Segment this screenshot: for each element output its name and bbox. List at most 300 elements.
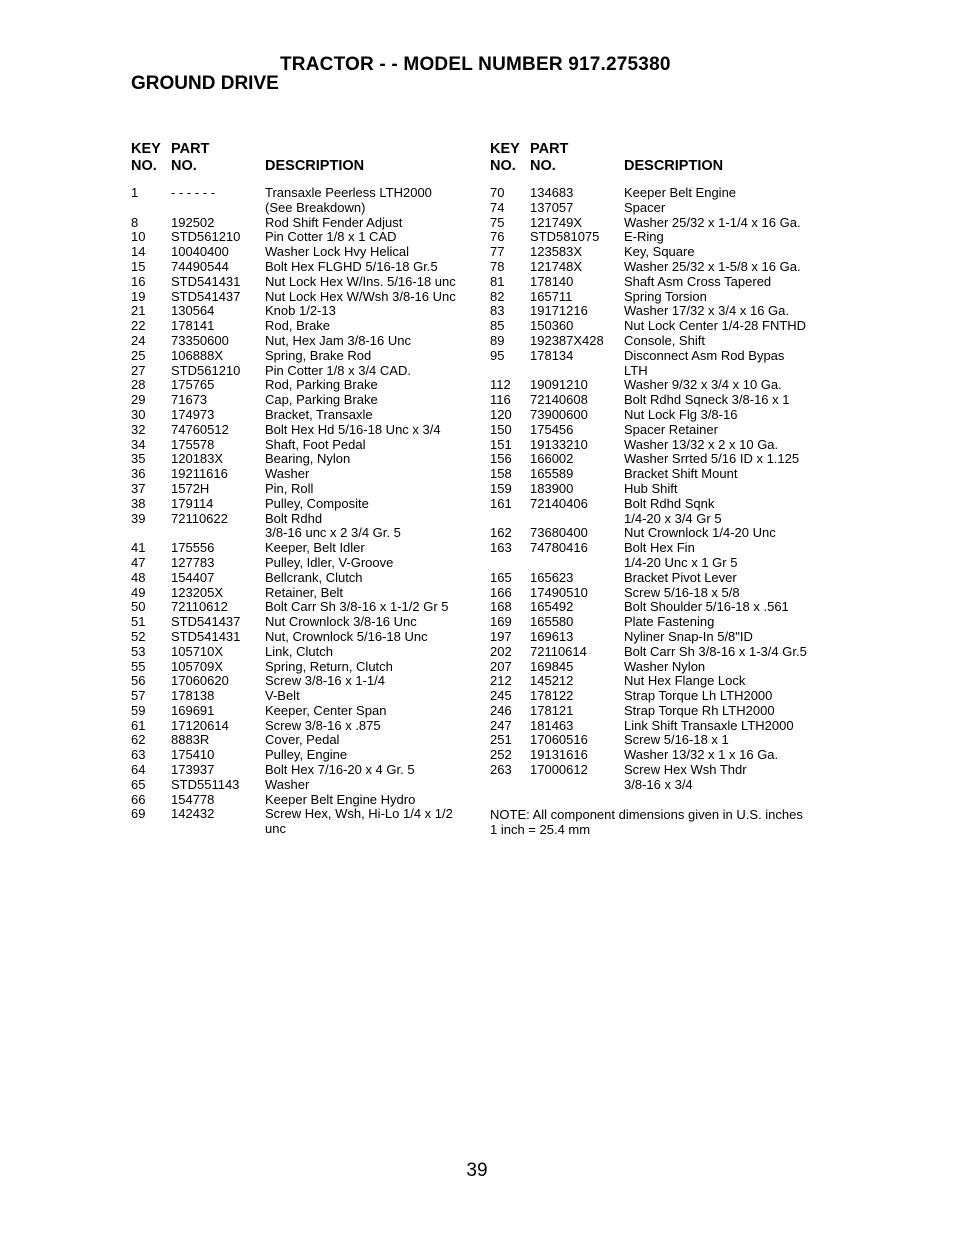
part-no: STD561210 [171,362,241,378]
key-no: 70 [490,185,505,200]
key-no: 162 [490,525,512,541]
table-row [131,586,476,601]
key-no: 120 [490,406,512,422]
description: Keeper Belt Engine [624,185,737,200]
table-row [131,630,476,645]
description: Plate Fastening [624,614,715,630]
part-no: - - - - - - [171,185,216,200]
key-no: 50 [131,599,146,615]
part-no: 73900600 [530,406,588,422]
part-no: 137057 [530,199,574,215]
description: Shaft Asm Cross Tapered [624,273,772,289]
key-no: 66 [131,791,146,807]
part-no: 165589 [530,466,574,482]
key-no: 10 [131,229,146,245]
header-key-line2: NO. [490,158,516,174]
table-row [131,201,476,216]
part-no: 73350600 [171,332,229,348]
table-row [131,660,476,675]
table-row [131,349,476,364]
table-row [490,630,830,645]
description: Pin Cotter 1/8 x 1 CAD [265,229,397,245]
description: Bracket Shift Mount [624,466,738,482]
part-no: 72110622 [171,510,228,526]
part-no: 165623 [530,569,574,585]
description: Rod, Parking Brake [265,377,378,393]
description: Bolt Hex Hd 5/16-18 Unc x 3/4 [265,421,441,437]
description: Washer 25/32 x 1-1/4 x 16 Ga. [624,214,801,230]
description: Nut, Crownlock 5/16-18 Unc [265,628,428,644]
table-row [131,571,476,586]
part-no: 17000612 [530,762,588,778]
description: Washer 25/32 x 1-5/8 x 16 Ga. [624,258,801,274]
key-no: 59 [131,702,146,718]
key-no: 37 [131,480,146,496]
key-no: 35 [131,451,146,467]
description: Washer Lock Hvy Helical [265,244,410,260]
table-row [490,304,830,319]
key-no: 29 [131,392,146,408]
description: Nut Crownlock 3/8-16 Unc [265,614,417,630]
description: Nut, Hex Jam 3/8-16 Unc [265,332,411,348]
part-no: 72140406 [530,495,588,511]
description: Washer [265,466,310,482]
part-no: 74780416 [530,540,588,556]
table-row [131,822,476,837]
table-row [490,319,830,334]
description: Screw 5/16-18 x 5/8 [624,584,740,600]
part-no: 105709X [171,658,224,674]
table-row [490,556,830,571]
description: Rod, Brake [265,318,331,334]
description: Nut Lock Flg 3/8-16 [624,406,738,422]
table-row [131,763,476,778]
part-no: 192387X428 [530,332,604,348]
key-no: 34 [131,436,146,452]
description: Keeper, Belt Idler [265,540,365,556]
table-row [131,793,476,808]
key-no: 22 [131,318,146,334]
table-row [490,201,830,216]
key-no: 246 [490,702,512,718]
header-key-line1: KEY [490,141,520,157]
part-no: 120183X [171,451,224,467]
table-row [490,467,830,482]
description: Spring Torsion [624,288,707,304]
table-row [490,275,830,290]
part-no: 178122 [530,688,574,704]
key-no: 112 [490,377,511,393]
table-row [131,512,476,527]
part-no: 175578 [171,436,215,452]
description: Pulley, Composite [265,495,369,511]
description: Nut Lock Hex W/Ins. 5/16-18 unc [265,273,456,289]
table-row [131,704,476,719]
table-row [490,260,830,275]
table-row [490,541,830,556]
description: Spring, Return, Clutch [265,658,393,674]
part-no: 1572H [171,480,210,496]
description: Bearing, Nylon [265,451,351,467]
key-no: 151 [490,436,512,452]
description: Keeper Belt Engine Hydro [265,791,416,807]
part-no: 8883R [171,732,210,748]
header-key-line1: KEY [131,141,161,157]
part-no: 130564 [171,303,215,319]
description: Washer 13/32 x 1 x 16 Ga. [624,747,779,763]
table-row [490,349,830,364]
key-no: 169 [490,614,512,630]
key-no: 56 [131,673,146,689]
table-row [131,807,476,822]
part-no: 17120614 [171,717,229,733]
part-no: 71673 [171,392,208,408]
key-no: 78 [490,258,505,274]
key-no: 63 [131,747,146,763]
description: Bolt Hex 7/16-20 x 4 Gr. 5 [265,762,415,778]
table-row [131,319,476,334]
description: Screw Hex, Wsh, Hi-Lo 1/4 x 1/2 [265,806,453,822]
table-row [490,334,830,349]
table-row [490,186,830,201]
description: Hub Shift [624,480,678,496]
part-no: STD551143 [171,776,240,792]
table-row [490,393,830,408]
description: Nut Lock Hex W/Wsh 3/8-16 Unc [265,288,456,304]
part-no: 178134 [530,347,574,363]
table-row [131,393,476,408]
description: Washer 17/32 x 3/4 x 16 Ga. [624,303,789,319]
note-line: NOTE: All component dimensions given in U.S. inches [490,807,803,822]
part-no: 145212 [530,673,574,689]
description: 1/4-20 Unc x 1 Gr 5 [624,554,738,570]
part-no: 19091210 [530,377,588,393]
key-no: 76 [490,229,505,245]
key-no: 165 [490,569,512,585]
part-no: 169613 [530,628,574,644]
table-row [490,423,830,438]
description: Pulley, Engine [265,747,348,763]
header-part-line2: NO. [530,158,556,174]
part-no: 10040400 [171,244,229,260]
description: Bracket Pivot Lever [624,569,737,585]
key-no: 85 [490,318,505,334]
key-no: 41 [131,540,146,556]
key-no: 161 [490,495,512,511]
header-part-line2: NO. [171,158,197,174]
part-no: 17490510 [530,584,588,600]
key-no: 16 [131,273,146,289]
description: Shaft, Foot Pedal [265,436,366,452]
table-row [131,304,476,319]
part-no: STD541431 [171,628,241,644]
table-row [490,586,830,601]
table-row [490,216,830,231]
part-no: 165711 [530,288,573,304]
table-row [490,408,830,423]
description: Screw 3/8-16 x 1-1/4 [265,673,385,689]
part-no: 121748X [530,258,583,274]
description: Link, Clutch [265,643,333,659]
table-row [131,230,476,245]
table-row [490,748,830,763]
description: Washer Nylon [624,658,706,674]
description: 3/8-16 x 3/4 [624,776,693,792]
table-row [131,541,476,556]
table-row [131,556,476,571]
part-no: 123583X [530,244,583,260]
description: Nut Hex Flange Lock [624,673,746,689]
description: Bolt Rdhd [265,510,323,526]
key-no: 263 [490,762,512,778]
key-no: 25 [131,347,146,363]
description: 3/8-16 unc x 2 3/4 Gr. 5 [265,525,401,541]
key-no: 197 [490,628,512,644]
description: Bolt Carr Sh 3/8-16 x 1-3/4 Gr.5 [624,643,807,659]
table-row [131,186,476,201]
description: Bolt Rdhd Sqnk [624,495,715,511]
part-no: 175556 [171,540,215,556]
key-no: 15 [131,258,146,274]
table-row [490,571,830,586]
description: Spacer Retainer [624,421,718,437]
description: Bolt Shoulder 5/16-18 x .561 [624,599,789,615]
key-no: 150 [490,421,512,437]
key-no: 39 [131,510,146,526]
key-no: 207 [490,658,512,674]
part-no: STD581075 [530,229,600,245]
key-no: 49 [131,584,146,600]
part-no: 74760512 [171,421,229,437]
table-row [131,378,476,393]
part-no: 134683 [530,185,574,200]
part-no: 154407 [171,569,215,585]
description: Nyliner Snap-In 5/8"ID [624,628,753,644]
table-header [131,141,476,186]
description: Screw 3/8-16 x .875 [265,717,381,733]
table-row [490,660,830,675]
description: LTH [624,362,648,378]
table-row [131,290,476,305]
table-row [131,260,476,275]
key-no: 21 [131,303,146,319]
table-row [131,438,476,453]
description: Strap Torque Rh LTH2000 [624,702,775,718]
table-row [131,719,476,734]
table-row [490,689,830,704]
table-row [490,364,830,379]
table-row [131,482,476,497]
description: Key, Square [624,244,695,260]
header-part-line1: PART [530,141,569,157]
table-row [131,615,476,630]
key-no: 245 [490,688,512,704]
key-no: 69 [131,806,146,822]
description: Retainer, Belt [265,584,344,600]
table-row [131,334,476,349]
parts-table-right [490,141,830,793]
key-no: 62 [131,732,146,748]
key-no: 65 [131,776,146,792]
description: Pulley, Idler, V-Groove [265,554,394,570]
table-row [490,600,830,615]
table-row [490,245,830,260]
part-no: 165492 [530,599,574,615]
part-no: 169845 [530,658,574,674]
part-no: 150360 [530,318,574,334]
part-no: 165580 [530,614,574,630]
table-row [131,216,476,231]
part-no: 121749X [530,214,583,230]
description: Washer [265,776,310,792]
header-description: DESCRIPTION [265,158,365,174]
description: Screw Hex Wsh Thdr [624,762,747,778]
part-no: 72140608 [530,392,588,408]
part-no: 179114 [171,495,214,511]
key-no: 28 [131,377,146,393]
part-no: 19133210 [530,436,588,452]
part-no: 183900 [530,480,574,496]
key-no: 19 [131,288,146,304]
part-no: 154778 [171,791,215,807]
table-row [490,645,830,660]
key-no: 75 [490,214,505,230]
description: Washer 9/32 x 3/4 x 10 Ga. [624,377,782,393]
description: Bolt Carr Sh 3/8-16 x 1-1/2 Gr 5 [265,599,449,615]
part-no: 17060620 [171,673,229,689]
description: unc [265,821,286,837]
dimension-note [490,808,803,838]
part-no: 175456 [530,421,574,437]
key-no: 57 [131,688,146,704]
description: Nut Crownlock 1/4-20 Unc [624,525,776,541]
description: (See Breakdown) [265,199,366,215]
description: Transaxle Peerless LTH2000 [265,185,432,200]
part-no: 106888X [171,347,224,363]
part-no: STD541437 [171,288,241,304]
table-row [131,674,476,689]
part-no: 174973 [171,406,215,422]
page-title: TRACTOR - - MODEL NUMBER 917.275380 [280,54,671,75]
table-row [131,452,476,467]
description: Console, Shift [624,332,705,348]
description: Keeper, Center Span [265,702,387,718]
part-no: 166002 [530,451,574,467]
part-no: 17060516 [530,732,588,748]
key-no: 8 [131,214,139,230]
key-no: 83 [490,303,505,319]
part-no: 123205X [171,584,224,600]
key-no: 55 [131,658,146,674]
description: Spring, Brake Rod [265,347,372,363]
key-no: 82 [490,288,505,304]
key-no: 156 [490,451,512,467]
table-row [131,733,476,748]
key-no: 36 [131,466,146,482]
key-no: 47 [131,554,146,570]
part-no: 74490544 [171,258,229,274]
part-no: 142432 [171,806,215,822]
table-row [490,438,830,453]
part-no: 105710X [171,643,224,659]
table-row [490,615,830,630]
key-no: 252 [490,747,512,763]
key-no: 14 [131,244,146,260]
part-no: STD561210 [171,229,241,245]
key-no: 32 [131,421,146,437]
table-row [131,245,476,260]
table-row [490,378,830,393]
key-no: 95 [490,347,505,363]
table-header [490,141,830,186]
table-body [131,186,476,837]
table-row [131,526,476,541]
part-no: 192502 [171,214,215,230]
part-no: 181463 [530,717,574,733]
part-no: 178141 [171,318,215,334]
part-no: 73680400 [530,525,588,541]
description: Link Shift Transaxle LTH2000 [624,717,794,733]
key-no: 1 [131,185,139,200]
table-row [490,452,830,467]
table-row [490,290,830,305]
table-row [131,497,476,512]
page-number: 39 [466,1160,488,1181]
table-row [131,364,476,379]
table-row [490,230,830,245]
description: Washer 13/32 x 2 x 10 Ga. [624,436,779,452]
key-no: 27 [131,362,146,378]
table-row [131,423,476,438]
key-no: 61 [131,717,146,733]
part-no: 178138 [171,688,215,704]
description: Bellcrank, Clutch [265,569,363,585]
description: Bolt Hex Fin [624,540,695,556]
part-no: 178121 [530,702,574,718]
table-row [131,689,476,704]
key-no: 30 [131,406,146,422]
table-row [131,275,476,290]
header-key-line2: NO. [131,158,157,174]
key-no: 77 [490,244,505,260]
description: Washer Srrted 5/16 ID x 1.125 [624,451,800,467]
part-no: 19211616 [171,466,228,482]
key-no: 251 [490,732,512,748]
table-row [490,512,830,527]
note-line: 1 inch = 25.4 mm [490,821,591,837]
part-no: 72110612 [171,599,228,615]
key-no: 74 [490,199,505,215]
table-row [131,467,476,482]
table-row [490,482,830,497]
key-no: 166 [490,584,512,600]
key-no: 81 [490,273,505,289]
key-no: 24 [131,332,146,348]
part-no: STD541431 [171,273,241,289]
part-no: 19131616 [530,747,588,763]
key-no: 247 [490,717,512,733]
header-description: DESCRIPTION [624,158,724,174]
table-row [490,763,830,778]
part-no: 72110614 [530,643,587,659]
description: Nut Lock Center 1/4-28 FNTHD [624,318,807,334]
table-body [490,186,830,793]
part-no: STD541437 [171,614,241,630]
key-no: 159 [490,480,512,496]
key-no: 52 [131,628,146,644]
key-no: 48 [131,569,146,585]
description: Pin, Roll [265,480,314,496]
